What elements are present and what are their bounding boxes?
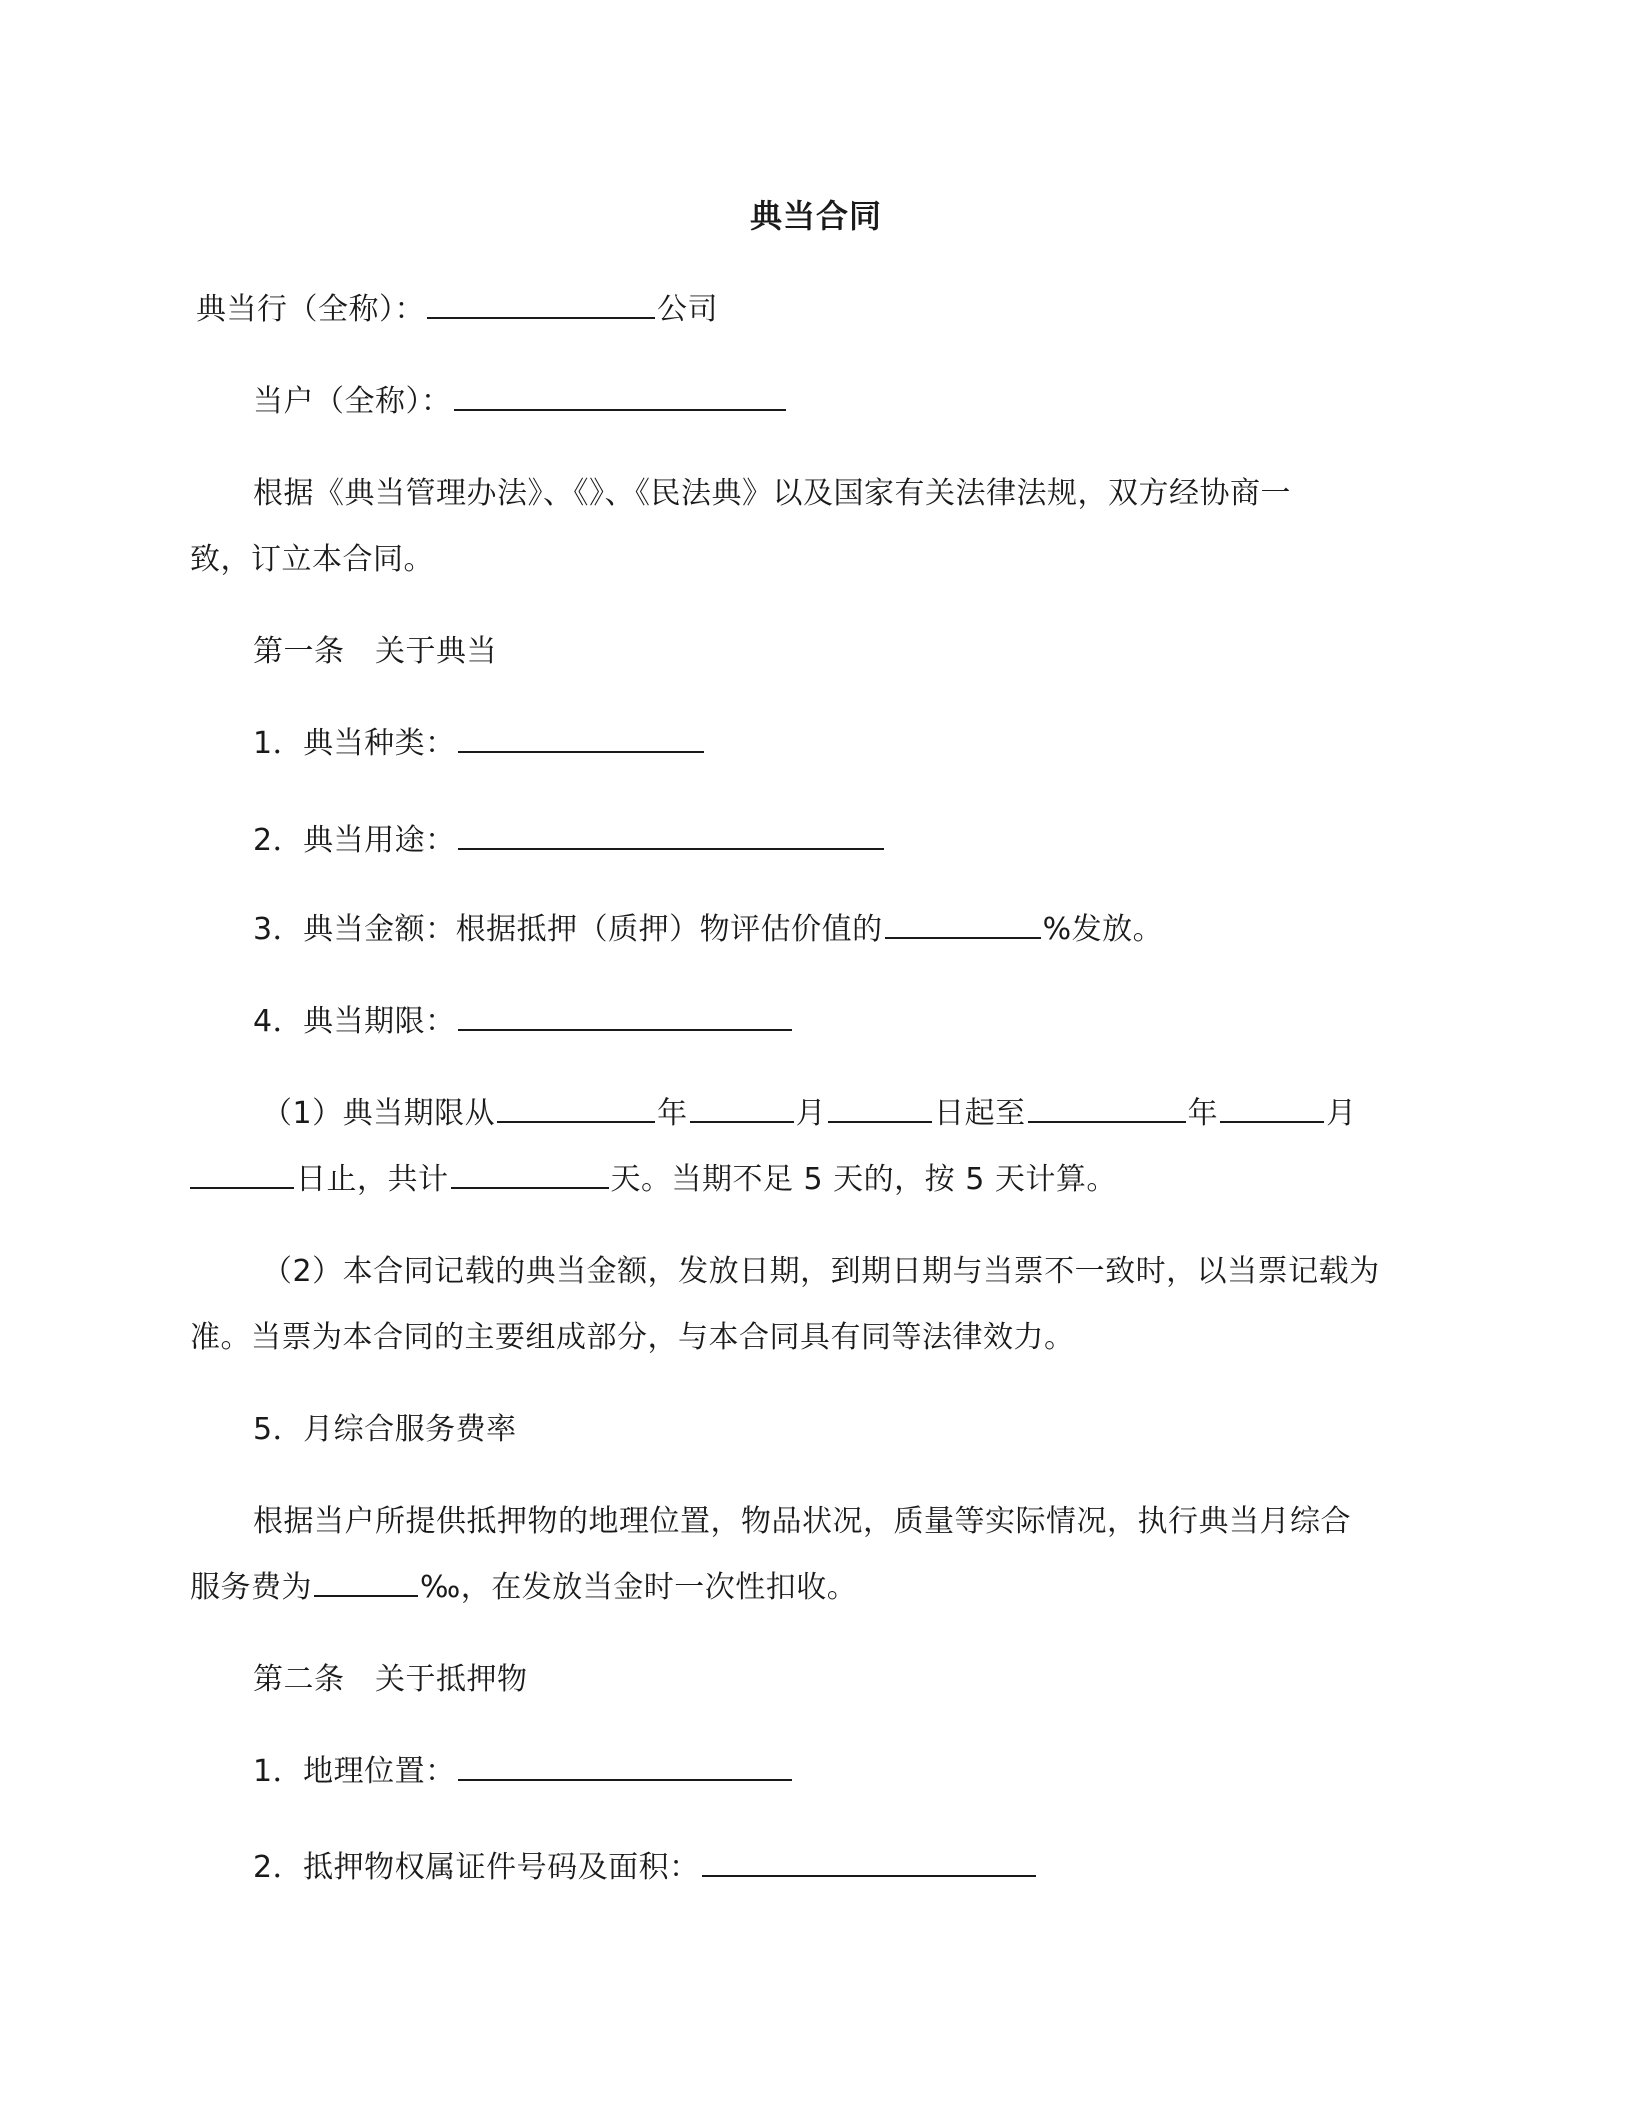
end-day-blank[interactable] (190, 1159, 294, 1189)
article1-heading: 第一条 关于典当 (253, 634, 497, 669)
term1-line-2 (190, 1158, 1117, 1202)
pawnshop-name-blank[interactable] (427, 289, 655, 319)
days-suffix: 天。当期不足 5 天的，按 5 天计算。 (610, 1162, 1117, 1197)
item1-label: 1．典当种类： (253, 726, 456, 761)
article2-heading: 第二条 关于抵押物 (253, 1662, 528, 1697)
year-label-2: 年 (1187, 1096, 1219, 1131)
start-month-blank[interactable] (690, 1093, 794, 1123)
item1-line (253, 722, 706, 766)
start-year-blank[interactable] (497, 1093, 655, 1123)
term2-line-2: 准。当票为本合同的主要组成部分，与本合同具有同等法律效力。 (190, 1320, 1075, 1355)
item4-line (253, 1000, 794, 1044)
pawn-percent-blank[interactable] (885, 909, 1041, 939)
fee-line-1: 根据当户所提供抵押物的地理位置，物品状况，质量等实际情况，执行典当月综合 (253, 1504, 1351, 1539)
fee-rate-blank[interactable] (314, 1567, 418, 1597)
pawner-name-blank[interactable] (454, 381, 786, 411)
total-days-blank[interactable] (451, 1159, 609, 1189)
certificate-blank[interactable] (702, 1847, 1036, 1877)
term1-line-1 (262, 1092, 1357, 1136)
item4-label: 4．典当期限： (253, 1004, 456, 1039)
a2-item1-line (253, 1750, 794, 1794)
pawnshop-label: 典当行（全称）： (196, 292, 425, 327)
pawn-term-blank[interactable] (458, 1001, 792, 1031)
preamble-line-2: 致，订立本合同。 (190, 542, 434, 577)
day-to-label: 日起至 (934, 1096, 1026, 1131)
location-blank[interactable] (458, 1751, 792, 1781)
end-year-blank[interactable] (1028, 1093, 1186, 1123)
year-label-1: 年 (657, 1096, 688, 1131)
item3-suffix: %发放。 (1042, 912, 1164, 947)
document-title: 典当合同 (749, 197, 882, 235)
preamble-line-1: 根据《典当管理办法》、《》、《民法典》以及国家有关法律法规，双方经协商一 (253, 476, 1291, 511)
fee-suffix: ‰，在发放当金时一次性扣收。 (420, 1570, 858, 1605)
pawnshop-suffix: 公司 (657, 292, 718, 327)
month-label-2: 月 (1326, 1096, 1357, 1131)
start-day-blank[interactable] (828, 1093, 932, 1123)
pawner-line (253, 380, 788, 424)
pawnshop-line (196, 288, 718, 332)
item5-heading: 5．月综合服务费率 (253, 1412, 517, 1447)
fee-prefix: 服务费为 (190, 1570, 312, 1605)
item2-label: 2．典当用途： (253, 823, 456, 858)
item3-prefix: 3．典当金额：根据抵押（质押）物评估价值的 (253, 912, 883, 947)
a2-item2-label: 2．抵押物权属证件号码及面积： (253, 1850, 700, 1885)
end-month-blank[interactable] (1220, 1093, 1324, 1123)
item3-line (253, 908, 1163, 952)
term2-line-1: （2）本合同记载的典当金额，发放日期，到期日期与当票不一致时，以当票记载为 (262, 1254, 1380, 1289)
a2-item1-label: 1．地理位置： (253, 1754, 456, 1789)
month-label-1: 月 (795, 1096, 827, 1131)
fee-line-2 (190, 1566, 857, 1610)
day-end-label: 日止，共计 (296, 1162, 449, 1197)
item2-line (253, 819, 886, 863)
a2-item2-line (253, 1846, 1038, 1890)
term1-prefix: （1）典当期限从 (262, 1096, 496, 1131)
pawner-label: 当户（全称）： (253, 384, 452, 419)
pawn-purpose-blank[interactable] (458, 820, 884, 850)
pawn-type-blank[interactable] (458, 723, 704, 753)
